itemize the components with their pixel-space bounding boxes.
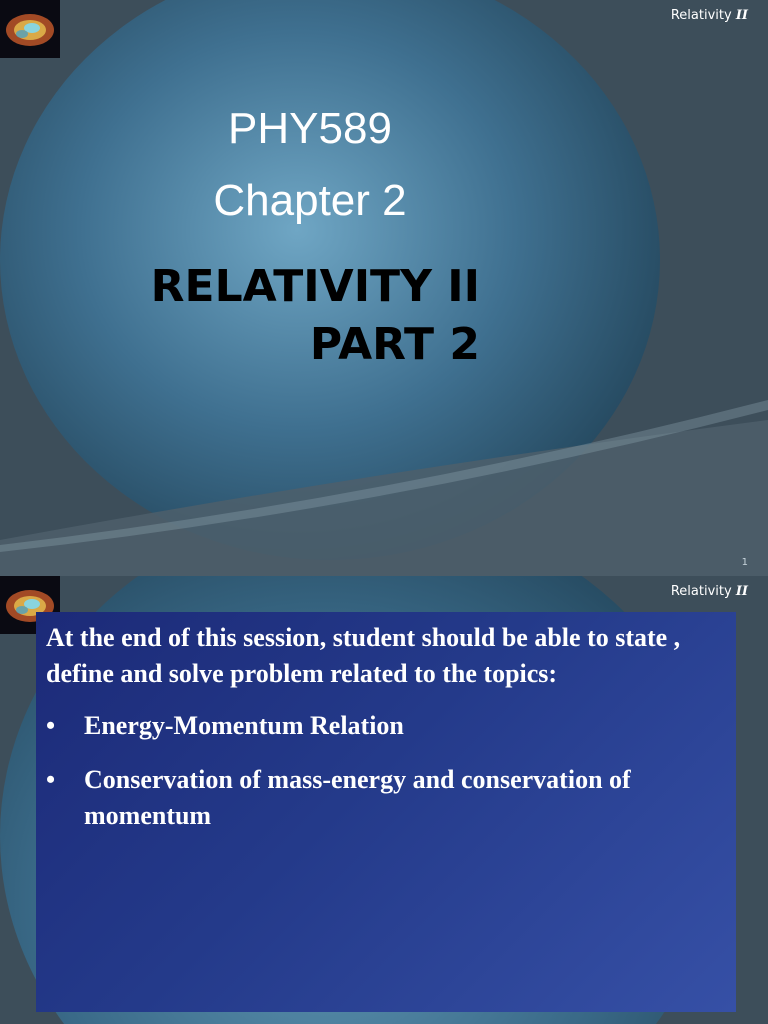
nebula-thumbnail <box>0 0 60 58</box>
list-item <box>46 762 726 834</box>
topic-energy-momentum: Energy-Momentum Relation <box>84 711 404 740</box>
course-code: PHY589 <box>228 104 392 153</box>
header-tag <box>671 584 748 599</box>
header-label: Relativity <box>670 8 732 23</box>
header-label-italic: II <box>735 584 748 599</box>
objectives-intro: At the end of this session, student should be able to state , define and solve problem related to the topics: <box>46 623 681 688</box>
title-line-2: PART 2 <box>309 319 480 370</box>
topic-conservation: Conservation of mass-energy and conservation of momentum <box>84 765 631 830</box>
header-label: Relativity <box>670 584 732 599</box>
chapter-heading: Chapter 2 <box>213 176 407 225</box>
header-tag <box>671 8 748 23</box>
page-number: 1 <box>741 557 748 568</box>
title-line-1: RELATIVITY II <box>150 261 480 312</box>
topics-list <box>46 708 726 834</box>
bullet-marker: • <box>46 765 56 794</box>
slide-title <box>151 258 480 374</box>
objectives-slide <box>0 576 768 1024</box>
header-label-italic: II <box>735 8 748 23</box>
objectives-box <box>36 612 736 1012</box>
list-item <box>46 708 726 744</box>
bullet-marker: • <box>46 711 56 740</box>
